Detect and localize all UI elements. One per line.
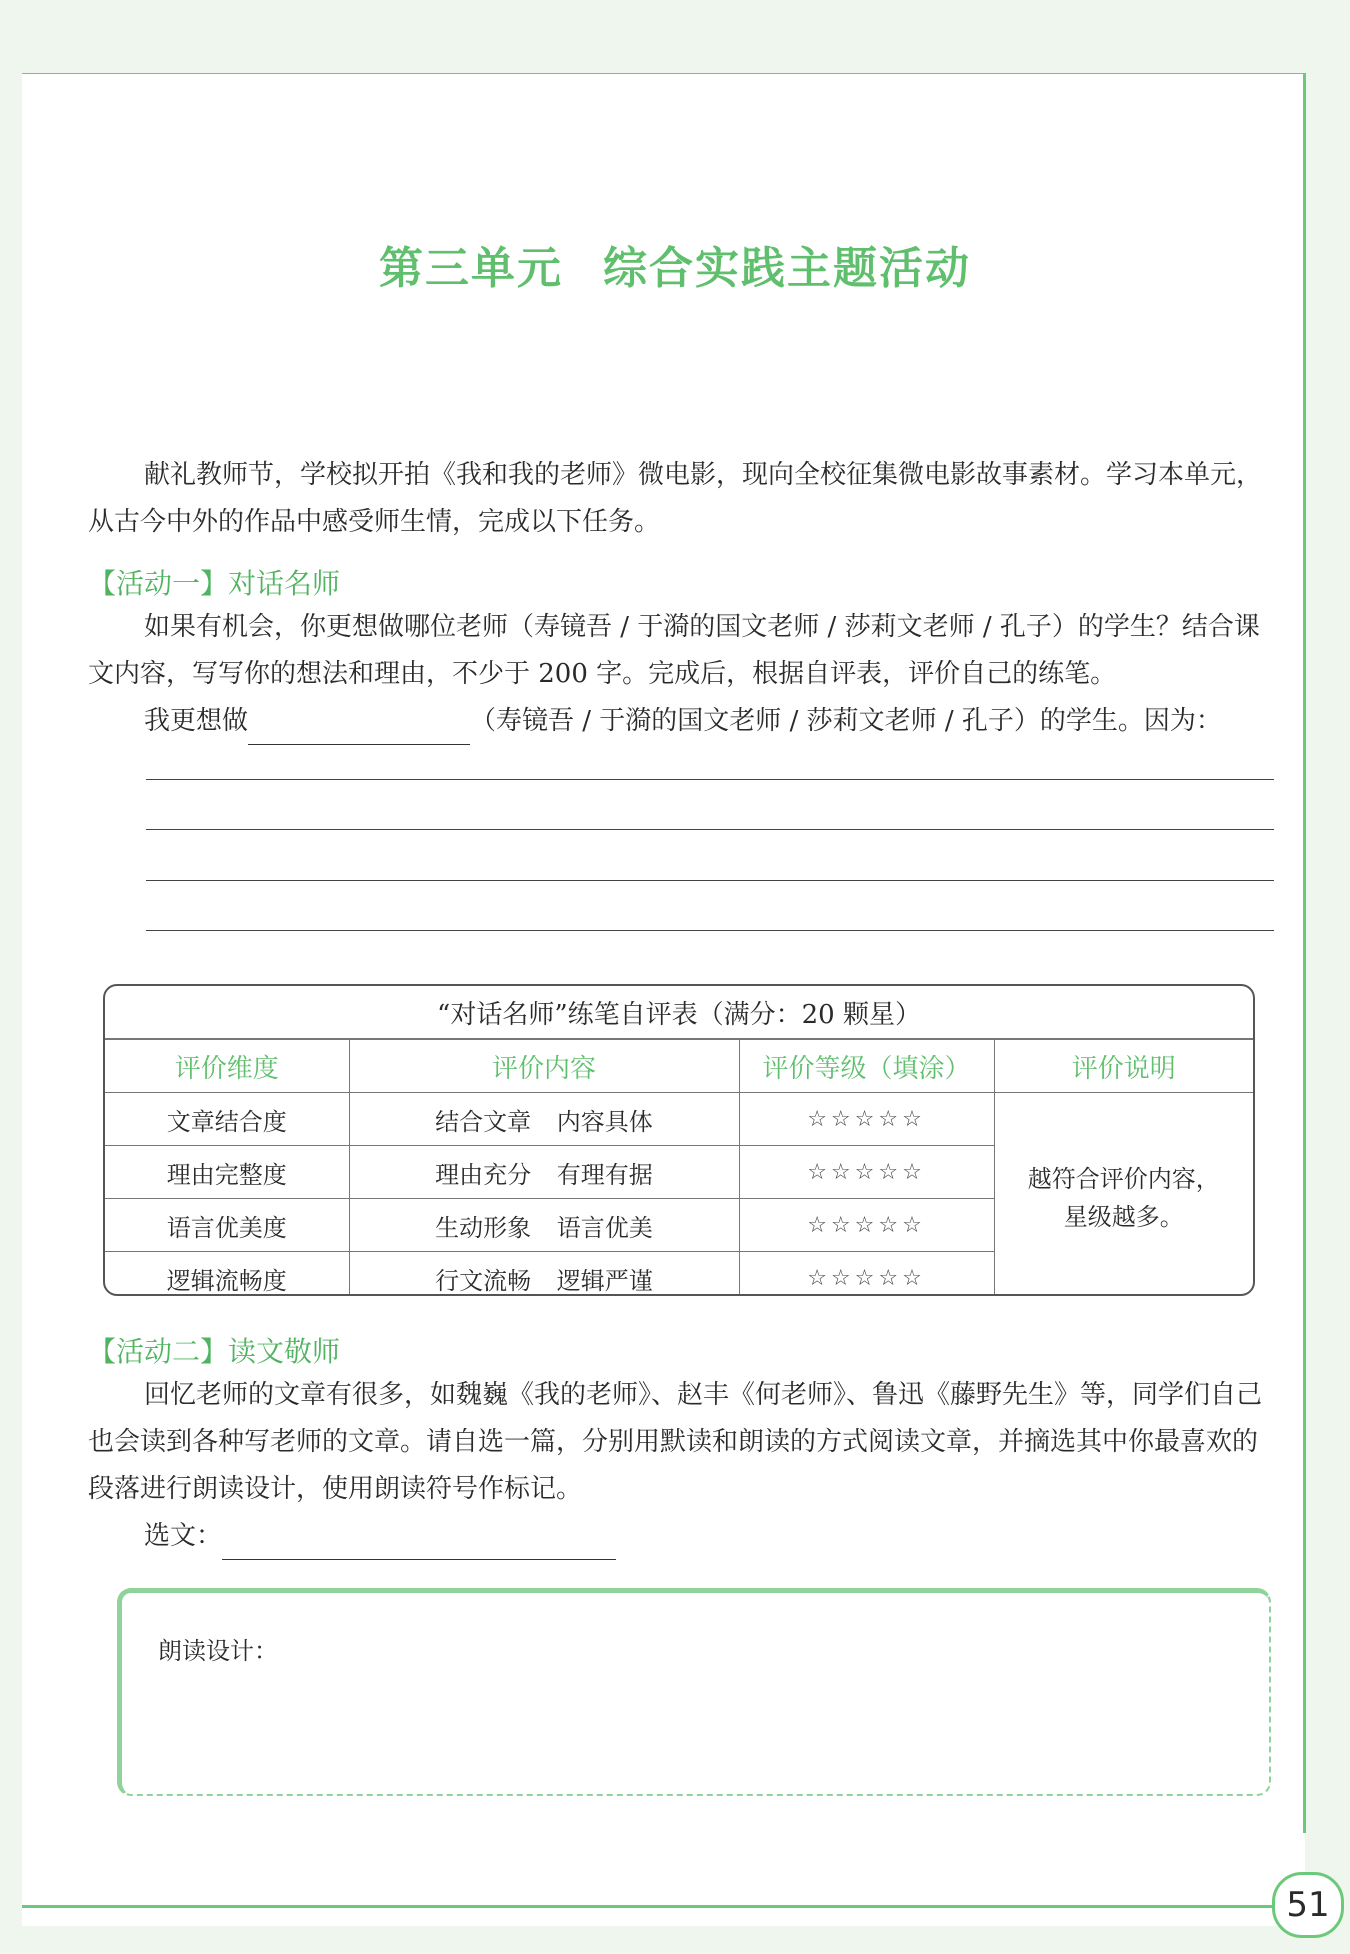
header-note: 评价说明 [994, 1040, 1253, 1093]
reading-design-box[interactable] [117, 1588, 1271, 1796]
star-rating[interactable]: ☆☆☆☆☆ [739, 1252, 994, 1297]
intro-paragraph: 献礼教师节，学校拟开拍《我和我的老师》微电影，现向全校征集微电影故事素材。学习本单元，从古今中外的作品中感受师生情，完成以下任务。 [88, 460, 1263, 537]
evaluation-note [994, 1093, 1253, 1297]
table-caption: “对话名师”练笔自评表（满分：20 颗星） [105, 986, 1253, 1039]
reading-design-label: 朗读设计： [158, 1637, 278, 1665]
row-content: 结合文章 内容具体 [349, 1093, 739, 1146]
star-rating[interactable]: ☆☆☆☆☆ [739, 1093, 994, 1146]
note-line-1: 越符合评价内容， [1027, 1165, 1220, 1194]
fill-suffix: （寿镜吾 / 于漪的国文老师 / 莎莉文老师 / 孔子）的学生。因为： [470, 706, 1222, 736]
select-label: 选文： [144, 1521, 223, 1551]
activity2-text: 回忆老师的文章有很多，如魏巍《我的老师》、赵丰《何老师》、鲁迅《藤野先生》等，同学们自己也会读到各种写老师的文章。请自选一篇，分别用默读和朗读的方式阅读文章，并摘选其中你最喜欢的段落进行朗读设计，使用朗读符号作标记。 [88, 1380, 1263, 1504]
title-unit: 第三单元 [379, 243, 563, 294]
answer-line-1[interactable] [146, 779, 1274, 780]
header-dimension: 评价维度 [105, 1040, 349, 1093]
activity2-heading: 【活动二】读文敬师 [88, 1335, 341, 1368]
note-line-2: 星级越多。 [1063, 1203, 1184, 1232]
row-dimension: 语言优美度 [105, 1199, 349, 1252]
teacher-choice-blank[interactable] [248, 714, 470, 745]
row-dimension: 文章结合度 [105, 1093, 349, 1146]
answer-line-4[interactable] [146, 930, 1274, 931]
row-dimension: 理由完整度 [105, 1146, 349, 1199]
star-rating[interactable]: ☆☆☆☆☆ [739, 1199, 994, 1252]
header-level: 评价等级（填涂） [739, 1040, 994, 1093]
activity1-text: 如果有机会，你更想做哪位老师（寿镜吾 / 于漪的国文老师 / 莎莉文老师 / 孔子）的学生？结合课文内容，写写你的想法和理由，不少于 200 字。完成后，根据自评表，评价自己的练笔。 [88, 612, 1260, 689]
answer-line-2[interactable] [146, 829, 1274, 830]
row-content: 行文流畅 逻辑严谨 [349, 1252, 739, 1297]
header-content: 评价内容 [349, 1040, 739, 1093]
page-number: 51 [1272, 1872, 1344, 1938]
self-evaluation-table [103, 984, 1255, 1296]
star-rating[interactable]: ☆☆☆☆☆ [739, 1146, 994, 1199]
row-content: 生动形象 语言优美 [349, 1199, 739, 1252]
answer-line-3[interactable] [146, 880, 1274, 881]
activity1-heading: 【活动一】对话名师 [88, 567, 341, 600]
row-content: 理由充分 有理有据 [349, 1146, 739, 1199]
bottom-border [22, 1905, 1282, 1908]
select-text-line [144, 1513, 844, 1560]
table-row [105, 1093, 1253, 1146]
fill-prefix: 我更想做 [144, 706, 249, 736]
title-topic: 综合实践主题活动 [603, 243, 971, 294]
page-title [0, 232, 1350, 296]
selected-text-blank[interactable] [222, 1529, 616, 1560]
activity1-fill-sentence [144, 698, 1284, 745]
row-dimension: 逻辑流畅度 [105, 1252, 349, 1297]
right-border [1303, 73, 1306, 1833]
